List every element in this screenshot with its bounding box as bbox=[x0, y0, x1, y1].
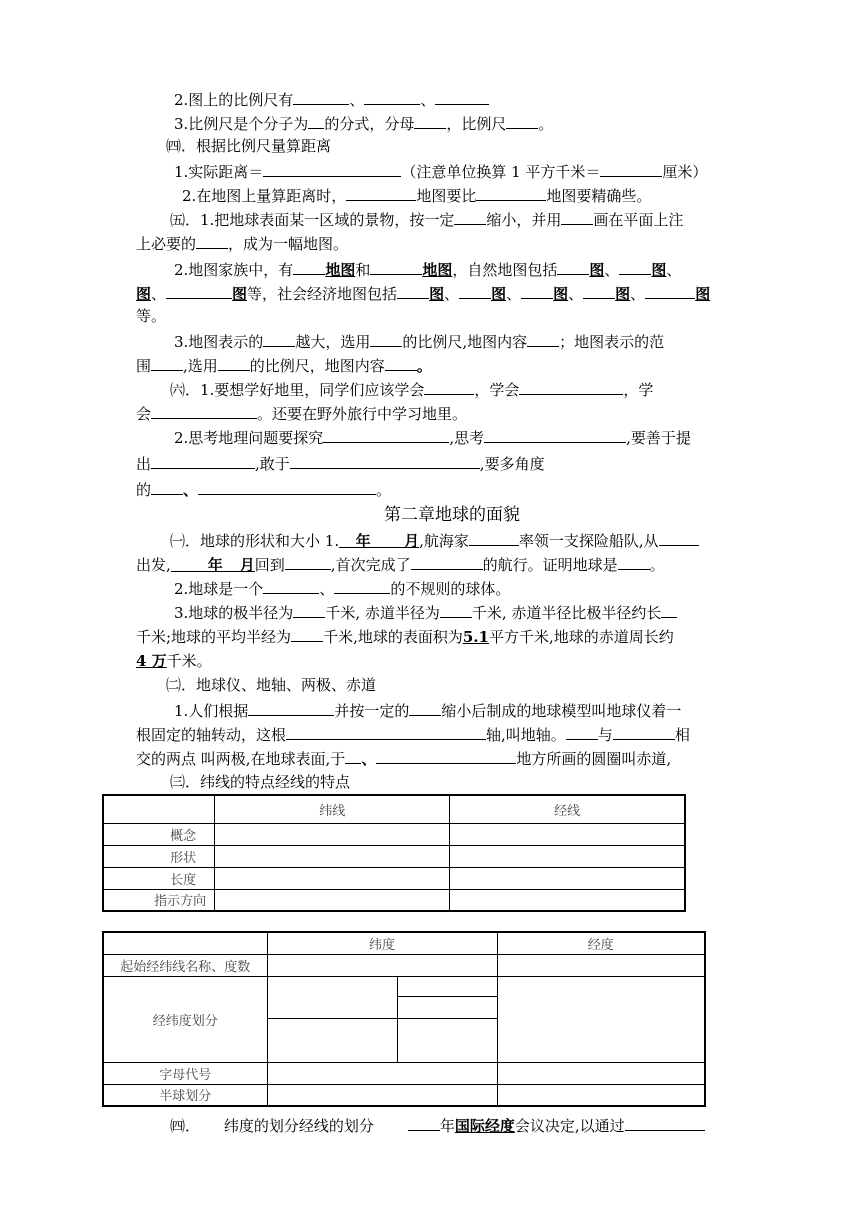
blank[interactable] bbox=[290, 452, 480, 469]
text-line: 会 。还要在野外旅行中学习地里。 bbox=[136, 402, 467, 424]
blank[interactable] bbox=[364, 88, 420, 105]
section-heading: ㈡．地球仪、地轴、两极、赤道 bbox=[166, 676, 377, 694]
table-cell[interactable] bbox=[497, 976, 705, 1062]
blank[interactable] bbox=[521, 282, 553, 299]
row-label: 概念 bbox=[103, 823, 215, 845]
blank[interactable] bbox=[385, 354, 417, 371]
blank-year[interactable]: 年 bbox=[339, 531, 387, 548]
blank[interactable] bbox=[198, 478, 376, 495]
row-label: 指示方向 bbox=[103, 889, 215, 911]
blank[interactable] bbox=[414, 112, 446, 129]
blank[interactable] bbox=[370, 258, 422, 275]
latitude-longitude-lines-table bbox=[102, 794, 686, 912]
blank[interactable] bbox=[661, 601, 677, 618]
text-line: 交的两点 叫两极,在地球表面,于 、 地方所画的圆圈叫赤道, bbox=[136, 747, 671, 769]
text-line: 3.比例尺是个分子为 的分式，分母 ，比例尺 。 bbox=[174, 112, 553, 134]
text-line: 千米;地球的平均半经为 千米,地球的表面积为5.1平方千米,地球的赤道周长约 bbox=[136, 625, 674, 647]
blank[interactable] bbox=[293, 258, 325, 275]
row-label: 起始经纬线名称、度数 bbox=[103, 954, 267, 976]
blank[interactable] bbox=[527, 330, 559, 347]
blank[interactable] bbox=[285, 553, 331, 570]
table-cell[interactable] bbox=[215, 867, 450, 889]
blank[interactable] bbox=[151, 452, 255, 469]
latitude-longitude-degree-table bbox=[102, 931, 706, 1107]
text-line: 等。 bbox=[136, 307, 167, 325]
row-label: 长度 bbox=[103, 867, 215, 889]
text-line: 3.地图表示的 越大，选用 的比例尺,地图内容 ；地图表示的范 bbox=[174, 330, 664, 352]
text-line: 2.思考地理问题要探究 ,思考 ,要善于提 bbox=[174, 426, 691, 448]
text-line: 1.实际距离＝ （注意单位换算 1 平方千米＝ 厘米） bbox=[174, 160, 707, 182]
blank[interactable] bbox=[459, 282, 491, 299]
text-line: 2.在地图上量算距离时， 地图要比 地图要精确些。 bbox=[182, 184, 651, 206]
table-cell[interactable] bbox=[397, 996, 497, 1018]
blank[interactable] bbox=[440, 601, 472, 618]
blank[interactable] bbox=[248, 699, 334, 716]
table-cell[interactable] bbox=[215, 823, 450, 845]
table-header-cell bbox=[103, 932, 267, 954]
text-line: ㈥．1.要想学好地里，同学们应该学会 ，学会 ，学 bbox=[170, 378, 653, 400]
blank[interactable] bbox=[625, 1114, 705, 1131]
blank[interactable] bbox=[345, 747, 361, 764]
blank[interactable] bbox=[583, 282, 615, 299]
blank[interactable] bbox=[566, 723, 598, 740]
table-cell[interactable] bbox=[497, 1062, 705, 1084]
text-line: ㈤．1.把地球表面某一区域的景物，按一定 缩小，并用 画在平面上注 bbox=[170, 208, 683, 230]
table-cell[interactable] bbox=[497, 1084, 705, 1106]
table-header-cell: 经度 bbox=[497, 932, 705, 954]
text-line: ㈠．地球的形状和大小 1. 年 月,航海家 率领一支探险船队,从 bbox=[170, 529, 699, 551]
blank[interactable] bbox=[397, 282, 429, 299]
text-line: 3.地球的极半径为 千米, 赤道半径为 千米, 赤道半径比极半径约长 bbox=[174, 601, 677, 623]
blank[interactable] bbox=[151, 402, 257, 419]
blank[interactable] bbox=[618, 553, 650, 570]
table-cell[interactable] bbox=[450, 823, 685, 845]
blank[interactable] bbox=[659, 529, 699, 546]
blank[interactable] bbox=[334, 577, 390, 594]
table-header-cell bbox=[103, 795, 215, 823]
blank[interactable] bbox=[408, 1114, 440, 1131]
text-line: 图、 图等，社会经济地图包括 图、 图、 图、 图、 图 bbox=[136, 282, 710, 304]
blank[interactable] bbox=[561, 208, 593, 225]
blank[interactable] bbox=[506, 112, 538, 129]
blank[interactable] bbox=[645, 282, 695, 299]
table-cell[interactable] bbox=[497, 954, 705, 976]
blank[interactable] bbox=[476, 184, 546, 201]
text-line: 出 ,敢于 ,要多角度 bbox=[136, 452, 545, 474]
blank-year[interactable]: 年 bbox=[171, 555, 223, 572]
blank[interactable] bbox=[454, 208, 486, 225]
blank[interactable] bbox=[323, 426, 449, 443]
blank-month[interactable]: 月 bbox=[223, 555, 255, 572]
blank[interactable] bbox=[263, 330, 295, 347]
blank[interactable] bbox=[218, 354, 250, 371]
text-line: 根固定的轴转动，这根 轴,叫地轴。 与 相 bbox=[136, 723, 690, 745]
text-line: ㈣． 纬度的划分经线的划分 年国际经度会议决定,以通过 bbox=[170, 1114, 705, 1136]
blank[interactable] bbox=[484, 426, 626, 443]
blank[interactable] bbox=[370, 330, 402, 347]
table-cell[interactable] bbox=[215, 845, 450, 867]
blank[interactable] bbox=[376, 747, 516, 764]
text-line: 的 、 。 bbox=[136, 478, 391, 500]
table-header-cell: 经线 bbox=[450, 795, 685, 823]
table-cell[interactable] bbox=[450, 845, 685, 867]
blank[interactable] bbox=[411, 553, 483, 570]
blank[interactable] bbox=[151, 354, 183, 371]
text-line: 2.图上的比例尺有 、 、 bbox=[174, 88, 489, 110]
row-label: 形状 bbox=[103, 845, 215, 867]
blank[interactable] bbox=[519, 378, 623, 395]
text-line: 出发, 年 月回到 ,首次完成了 的航行。证明地球是 。 bbox=[136, 553, 665, 575]
table-cell[interactable] bbox=[267, 954, 497, 976]
blank[interactable] bbox=[409, 699, 441, 716]
text-line: 2.地图家族中，有 地图和 地图，自然地图包括 图、 图、 bbox=[174, 258, 681, 280]
blank[interactable] bbox=[263, 160, 401, 177]
section-heading: ㈢．纬线的特点经线的特点 bbox=[170, 773, 351, 791]
row-label: 字母代号 bbox=[103, 1062, 267, 1084]
blank[interactable] bbox=[424, 378, 474, 395]
blank[interactable] bbox=[600, 160, 662, 177]
blank[interactable] bbox=[435, 88, 489, 105]
row-label: 半球划分 bbox=[103, 1084, 267, 1106]
blank[interactable] bbox=[619, 258, 651, 275]
table-cell[interactable] bbox=[215, 889, 450, 911]
section-heading: ㈣．根据比例尺量算距离 bbox=[166, 137, 332, 155]
blank[interactable] bbox=[166, 282, 232, 299]
table-cell[interactable] bbox=[267, 976, 397, 1018]
chapter-title: 第二章地球的面貌 bbox=[384, 505, 520, 525]
text-line: 1.人们根据 并按一定的 缩小后制成的地球模型叫地球仪着一 bbox=[174, 699, 681, 721]
table-cell[interactable] bbox=[267, 1018, 397, 1062]
blank-month[interactable]: 月 bbox=[387, 531, 419, 548]
table-header-cell: 纬度 bbox=[267, 932, 497, 954]
text-line: 围 ,选用 的比例尺，地图内容 。 bbox=[136, 354, 432, 376]
blank[interactable] bbox=[346, 184, 416, 201]
table-cell[interactable] bbox=[450, 867, 685, 889]
table-cell[interactable] bbox=[397, 976, 497, 996]
blank[interactable] bbox=[286, 723, 486, 740]
blank[interactable] bbox=[293, 88, 349, 105]
blank[interactable] bbox=[196, 232, 228, 249]
blank[interactable] bbox=[613, 723, 675, 740]
table-cell[interactable] bbox=[267, 1062, 497, 1084]
blank[interactable] bbox=[469, 529, 519, 546]
text-line: 2.地球是一个 、 的不规则的球体。 bbox=[174, 577, 510, 599]
table-cell[interactable] bbox=[267, 1084, 497, 1106]
blank[interactable] bbox=[263, 577, 319, 594]
blank[interactable] bbox=[291, 625, 323, 642]
blank[interactable] bbox=[308, 112, 324, 129]
text-line: 4 万千米。 bbox=[136, 652, 212, 670]
table-header-cell: 纬线 bbox=[215, 795, 450, 823]
blank[interactable] bbox=[557, 258, 589, 275]
blank[interactable] bbox=[151, 478, 183, 495]
text-line: 上必要的 ，成为一幅地图。 bbox=[136, 232, 348, 254]
table-cell[interactable] bbox=[450, 889, 685, 911]
table-cell[interactable] bbox=[397, 1018, 497, 1062]
row-label: 经纬度划分 bbox=[103, 976, 267, 1062]
blank[interactable] bbox=[293, 601, 325, 618]
